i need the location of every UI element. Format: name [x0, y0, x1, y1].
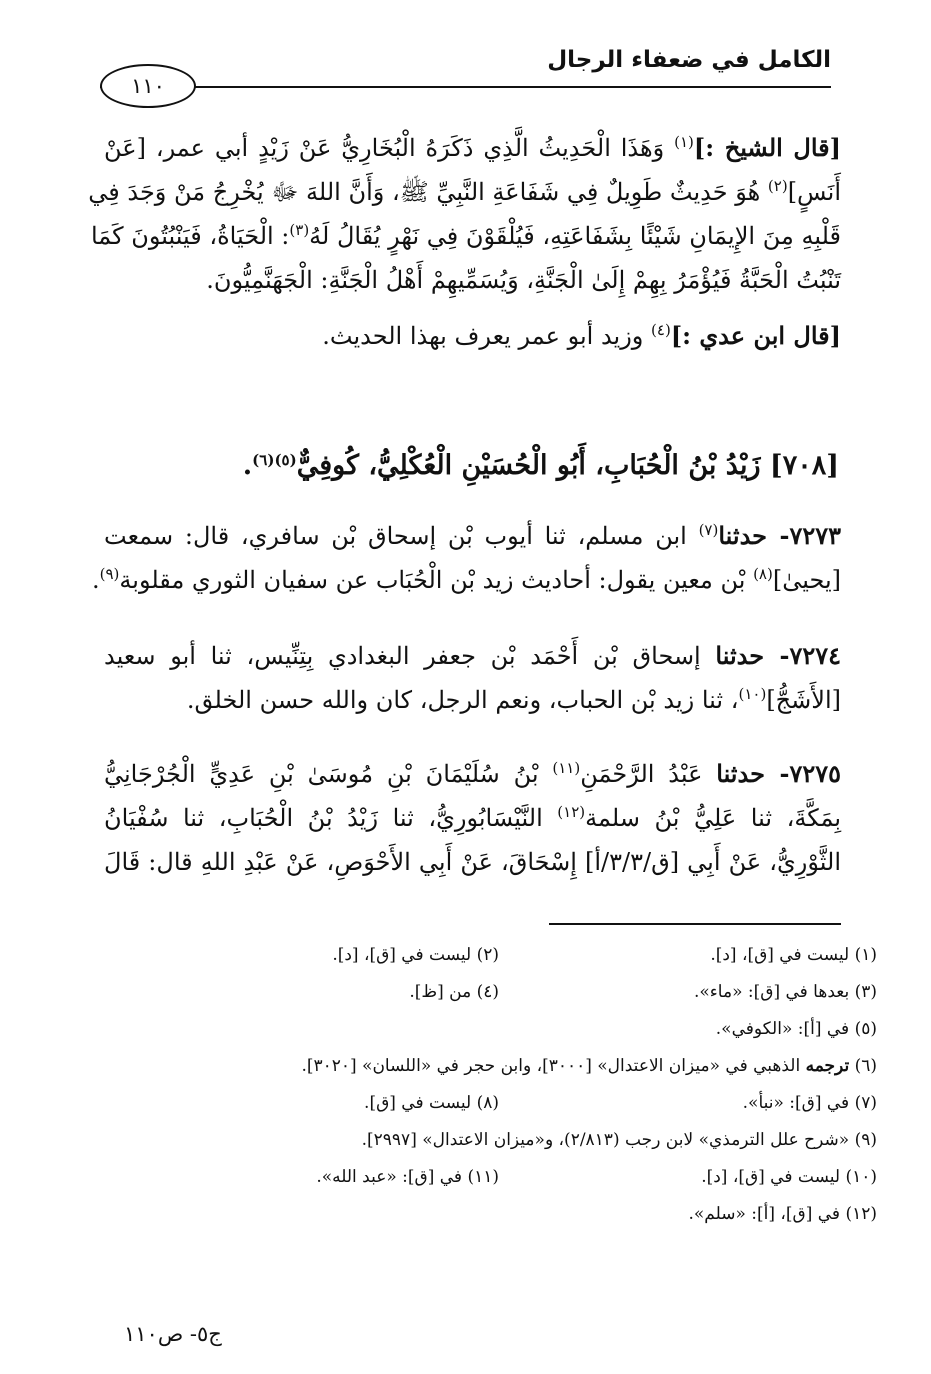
text-run: [يحيىٰ]	[772, 566, 841, 594]
running-title: الكامل في ضعفاء الرجال	[547, 47, 831, 73]
footnote-ref: (١٢)	[557, 803, 586, 821]
folio-reference: ج٥- ص١١٠	[124, 1322, 222, 1346]
text-line	[104, 126, 841, 170]
text-line	[104, 314, 841, 358]
footnote-separator	[549, 923, 841, 925]
text-run: بْن معين يقول: أحاديث زيد بْن الْحُبَاب عن سفيان الثوري مقلوبة	[119, 566, 754, 594]
text-line: تَنْبُتُ الْحَبَّةُ فَيُؤْمَرُ بِهِمْ إِلَىٰ الْجَنَّةِ، وَيُسَمِّيهِمْ أَهْلُ الْجَنَّةِ: الْجَهَنَّمِيُّونَ.	[206, 266, 841, 294]
narration-7273	[91, 514, 841, 602]
footnote-2: (٢) ليست في [ق]، [د].	[332, 945, 499, 965]
text-run: بِمَكَّةَ، ثنا عَلِيُّ بْنُ سلمة	[585, 804, 841, 832]
text-run: النَّيْسَابُورِيُّ، ثنا زَيْدُ بْنُ الْحُبَابِ، ثنا سُفْيَانُ	[104, 804, 558, 832]
text-run: ابن مسلم، ثنا أيوب بْن إسحاق بْن سافري، قال: سمعت	[104, 522, 699, 550]
footnote-ref: (٨)	[753, 565, 773, 583]
entry-heading-text: [٧٠٨] زَيْدُ بْنُ الْحُبَابِ، أَبُو الْحُسَيْنِ الْعُكْلِيُّ، كُوفِيٌّ	[296, 450, 839, 481]
footnote-ref: (٥)(٦)	[252, 451, 297, 469]
text-run: ، ثنا زيد بْن الحباب، ونعم الرجل، كان والله حسن الخلق.	[186, 686, 739, 714]
footnote-8: (٨) ليست في [ق].	[364, 1093, 499, 1113]
footnote-12: (١٢) في [ق]، [أ]: «سلم».	[688, 1204, 877, 1224]
text-run: [الأَشَجُّ]	[766, 686, 841, 714]
footnote-ref: (٢)	[767, 177, 788, 195]
text-line: الثَّوْرِيُّ، عَنْ أَبِي [ق/٣/٣/أ] إِسْحَاقَ، عَنْ أَبِي الأَحْوَصِ، عَنْ عَبْدِ اللهِ قال: قَالَ	[104, 848, 842, 876]
text-run: : الْحَيَاةُ، فَيَنْبُتُونَ كَمَا	[90, 222, 290, 250]
footnote-10: (١٠) ليست في [ق]، [د].	[701, 1167, 877, 1187]
footnote-ref: (٤)	[651, 321, 671, 339]
keyword-haddathana: حدثنا	[716, 759, 780, 788]
text-run: عَبْدُ الرَّحْمَنِ	[580, 760, 717, 788]
narration-7275	[104, 752, 841, 884]
text-line	[104, 796, 841, 840]
narration-7274	[104, 634, 841, 722]
text-run: إسحاق بْن أَحْمَد بْن جعفر البغدادي بِتِنِّيس، ثنا أبو سعيد	[104, 642, 716, 670]
text-line	[104, 678, 841, 722]
text-line	[104, 752, 841, 796]
footnote-4: (٤) من [ظ].	[409, 982, 499, 1002]
text-run: ترجمه	[805, 1056, 850, 1076]
text-run: .	[91, 566, 100, 594]
footnote-ref: (١٠)	[738, 685, 767, 703]
text-line	[104, 514, 841, 558]
footnote-ref: (٧)	[698, 521, 719, 539]
text-run: أَنَسٍ]	[787, 178, 841, 206]
narration-number: ٧٢٧٥-	[779, 759, 842, 788]
header-rule	[100, 86, 831, 88]
text-line	[90, 214, 841, 258]
footnote-9: (٩) «شرح علل الترمذي» لابن رجب (٢/٨١٣)، و«ميزان الاعتدال» [٢٩٩٧].	[361, 1130, 877, 1150]
footnote-1: (١) ليست في [ق]، [د].	[710, 945, 877, 965]
page-number-oval: ١١٠	[100, 64, 196, 108]
narration-number: ٧٢٧٣-	[779, 521, 841, 550]
footnote-ref: (١)	[674, 133, 694, 151]
text-run: هُوَ حَدِيثٌ طَوِيلٌ فِي شَفَاعَةِ النَّبِيِّ ﷺ، وَأَنَّ اللهَ ﷻ يُخْرِجُ مَنْ وَجَدَ فِي	[88, 178, 768, 206]
entry-heading	[242, 438, 839, 497]
text-run: .	[242, 450, 253, 481]
footnote-ref: (٩)	[99, 565, 120, 583]
footnote-5: (٥) في [أ]: «الكوفي».	[715, 1019, 877, 1039]
footnote-ref: (٣)	[289, 221, 310, 239]
footnote-11: (١١) في [ق]: «عبد الله».	[316, 1167, 499, 1187]
text-run: الذهبي في «ميزان الاعتدال» [٣٠٠٠]، وابن حجر في «اللسان» [٣٠٢٠].	[301, 1056, 806, 1076]
speaker-label: [قال ابن عدي :]	[670, 321, 841, 350]
text-run: (٦)	[849, 1056, 877, 1076]
text-run: وَهَذَا الْحَدِيثُ الَّذِي ذَكَرَهُ الْبُخَارِيُّ عَنْ زَيْدٍ أبي عمر، [عَنْ	[104, 134, 675, 162]
keyword-haddathana: حدثنا	[718, 521, 780, 550]
footnote-6	[301, 1052, 877, 1080]
keyword-haddathana: حدثنا	[715, 641, 780, 670]
text-run: قَلْبِهِ مِنَ الإِيمَانِ شَيْئًا بِشَفَاعَتِهِ، فَيُلْقَوْنَ فِي نَهْرٍ يُقَالُ لَهُ	[309, 222, 841, 250]
text-run: بْنُ سُلَيْمَانَ بْنِ مُوسَىٰ بْنِ عَدِيٍّ الْجُرْجَانِيُّ	[104, 760, 553, 788]
text-line	[104, 634, 841, 678]
speaker-label: [قال الشيخ :]	[693, 133, 841, 162]
footnote-7: (٧) في [ق]: «نبأ».	[742, 1093, 877, 1113]
text-line	[88, 170, 841, 214]
text-line	[91, 558, 841, 602]
text-run: وزيد أبو عمر يعرف بهذا الحديث.	[322, 322, 652, 350]
paragraph-commentary	[88, 126, 841, 358]
footnote-ref: (١١)	[552, 759, 581, 777]
footnote-3: (٣) بعدها في [ق]: «ماء».	[694, 982, 877, 1002]
narration-number: ٧٢٧٤-	[779, 641, 841, 670]
